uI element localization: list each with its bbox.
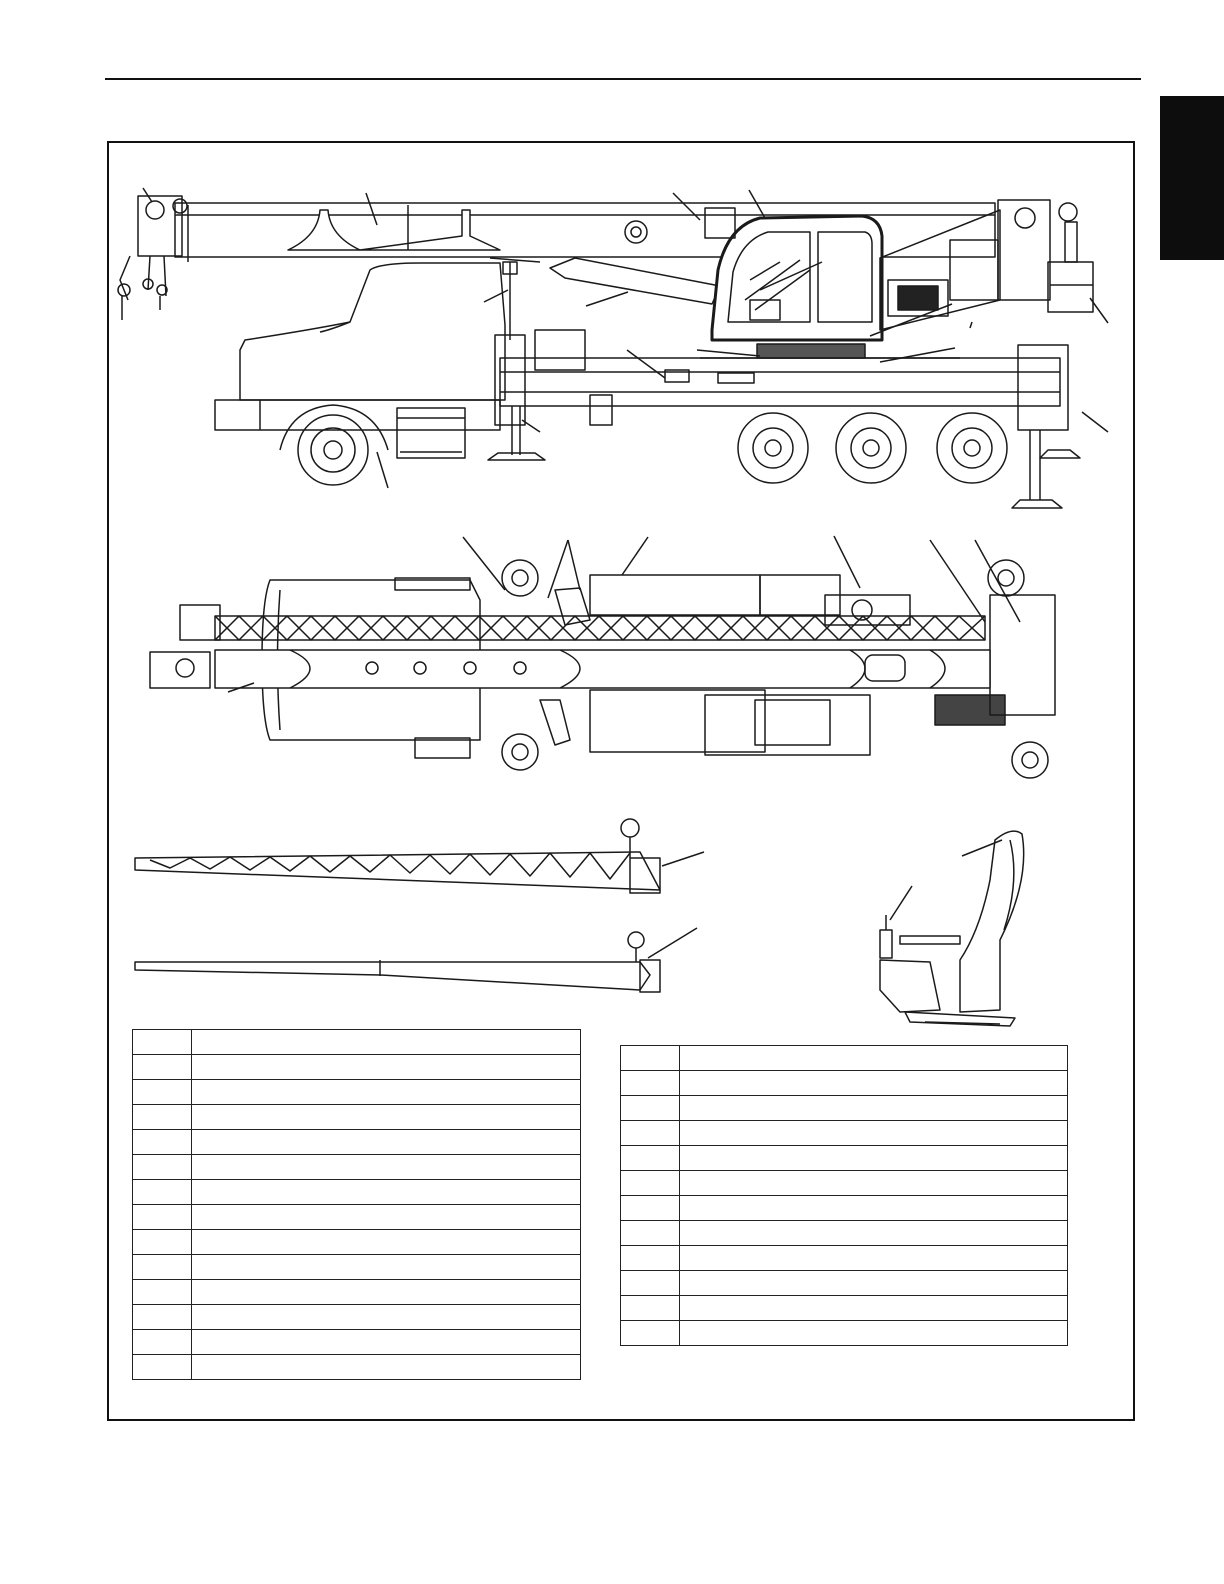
table-row: [621, 1146, 1068, 1171]
item-description: [680, 1196, 1068, 1221]
item-description: [192, 1355, 581, 1380]
table-row: [621, 1196, 1068, 1221]
item-description: [680, 1096, 1068, 1121]
item-number: [133, 1230, 192, 1255]
item-number: [621, 1046, 680, 1071]
legend-table-right: [620, 1045, 1068, 1346]
item-description: [192, 1030, 581, 1055]
crane-side-view: [118, 196, 1093, 508]
lattice-jib-detail: [135, 819, 660, 893]
table-row: [133, 1130, 581, 1155]
item-description: [192, 1230, 581, 1255]
table-row: [621, 1096, 1068, 1121]
turntable: [700, 344, 960, 358]
item-number: [621, 1271, 680, 1296]
item-description: [192, 1305, 581, 1330]
table-row: [133, 1180, 581, 1205]
front-wheel: [280, 405, 388, 485]
lattice-jib-top: [180, 605, 985, 640]
operator-cab-side: [712, 216, 882, 340]
item-description: [192, 1255, 581, 1280]
item-number: [621, 1221, 680, 1246]
table-row: [621, 1221, 1068, 1246]
item-description: [680, 1296, 1068, 1321]
item-number: [621, 1071, 680, 1096]
item-description: [192, 1105, 581, 1130]
table-row: [133, 1305, 581, 1330]
table-row: [133, 1105, 581, 1130]
table-row: [621, 1321, 1068, 1346]
table-row: [133, 1280, 581, 1305]
item-number: [133, 1130, 192, 1155]
item-description: [680, 1146, 1068, 1171]
item-description: [680, 1071, 1068, 1096]
item-description: [192, 1330, 581, 1355]
callout-leaders: [143, 188, 1108, 958]
item-number: [133, 1180, 192, 1205]
truck-cab-side: [215, 263, 505, 430]
table-row: [133, 1055, 581, 1080]
item-description: [680, 1121, 1068, 1146]
item-description: [680, 1246, 1068, 1271]
jib-extension-detail: [135, 932, 660, 992]
table-row: [133, 1355, 581, 1380]
item-number: [133, 1280, 192, 1305]
boom-top: [150, 650, 990, 688]
tool-box: [397, 408, 465, 458]
item-number: [133, 1055, 192, 1080]
table-row: [621, 1296, 1068, 1321]
table-row: [621, 1271, 1068, 1296]
table-row: [621, 1171, 1068, 1196]
item-description: [192, 1280, 581, 1305]
crane-top-view: [150, 560, 1055, 778]
table-row: [133, 1030, 581, 1055]
item-description: [680, 1271, 1068, 1296]
item-number: [133, 1255, 192, 1280]
item-number: [621, 1196, 680, 1221]
rear-wheels: [738, 413, 1007, 483]
item-number: [621, 1321, 680, 1346]
operator-seat-detail: [880, 831, 1024, 1026]
table-row: [621, 1071, 1068, 1096]
table-row: [621, 1046, 1068, 1071]
item-description: [192, 1155, 581, 1180]
item-description: [680, 1046, 1068, 1071]
item-description: [192, 1055, 581, 1080]
table-row: [621, 1121, 1068, 1146]
item-number: [621, 1121, 680, 1146]
item-number: [133, 1330, 192, 1355]
item-number: [133, 1080, 192, 1105]
item-description: [192, 1130, 581, 1155]
item-description: [680, 1321, 1068, 1346]
item-number: [621, 1096, 680, 1121]
item-description: [192, 1180, 581, 1205]
item-number: [133, 1205, 192, 1230]
table-row: [133, 1255, 581, 1280]
legend-table-left: [132, 1029, 581, 1380]
item-description: [680, 1221, 1068, 1246]
item-description: [192, 1080, 581, 1105]
table-row: [133, 1080, 581, 1105]
item-description: [680, 1171, 1068, 1196]
outriggers-side: [488, 406, 1080, 508]
table-row: [133, 1205, 581, 1230]
item-description: [192, 1205, 581, 1230]
item-number: [621, 1171, 680, 1196]
item-number: [133, 1155, 192, 1180]
table-row: [621, 1246, 1068, 1271]
item-number: [133, 1030, 192, 1055]
table-row: [133, 1330, 581, 1355]
item-number: [621, 1296, 680, 1321]
table-row: [133, 1155, 581, 1180]
item-number: [621, 1146, 680, 1171]
item-number: [133, 1105, 192, 1130]
table-row: [133, 1230, 581, 1255]
item-number: [621, 1246, 680, 1271]
item-number: [133, 1355, 192, 1380]
item-number: [133, 1305, 192, 1330]
